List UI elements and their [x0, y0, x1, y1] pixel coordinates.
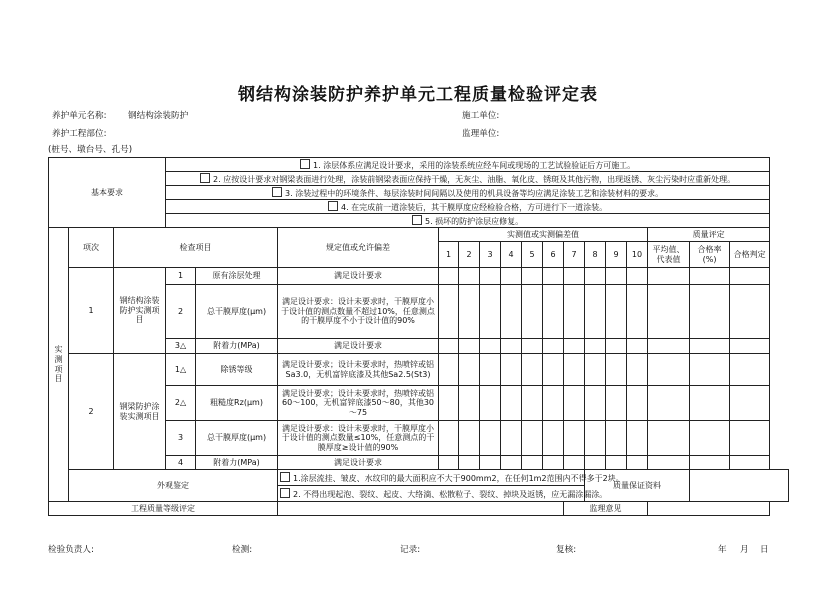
measured-col: 9: [606, 242, 627, 268]
cell-input[interactable]: [480, 285, 501, 339]
cell-input[interactable]: [690, 354, 730, 386]
cell-input[interactable]: [690, 386, 730, 421]
cell-input[interactable]: [543, 456, 564, 470]
measured-col: 1: [439, 242, 459, 268]
cell-input[interactable]: [585, 456, 606, 470]
avg-header: 平均值、代表值: [648, 242, 690, 268]
section-text: 实测项目: [54, 345, 63, 384]
cell-input[interactable]: [480, 339, 501, 354]
recorder-label: 记录:: [400, 545, 421, 555]
cell-input[interactable]: [439, 285, 459, 339]
cell-input[interactable]: [501, 339, 522, 354]
cell-input[interactable]: [459, 339, 480, 354]
unit-name-label: 养护单元名称:: [52, 111, 107, 121]
cell-input[interactable]: [480, 456, 501, 470]
group-name: 钢梁防护涂装实测项目: [114, 354, 166, 470]
row-item: 附着力(MPa): [196, 339, 278, 354]
row-item: 附着力(MPa): [196, 456, 278, 470]
checkbox[interactable]: [280, 472, 290, 482]
cell-input[interactable]: [522, 386, 543, 421]
cell-input[interactable]: [730, 354, 770, 386]
supervision-unit-label: 监理单位:: [462, 129, 500, 139]
cell-input[interactable]: [480, 354, 501, 386]
checkbox[interactable]: [412, 215, 422, 225]
cell-input[interactable]: [648, 456, 690, 470]
group-seq: 2: [69, 354, 114, 470]
cell-input[interactable]: [606, 421, 627, 456]
cell-input[interactable]: [690, 421, 730, 456]
cell-input[interactable]: [627, 456, 648, 470]
cell-input[interactable]: [564, 285, 585, 339]
quality-inspection-table: [48, 157, 789, 516]
supervision-opinion-input[interactable]: [648, 502, 770, 516]
requirement-item: 5. 损坏的防护涂层应修复。: [166, 214, 770, 228]
checkbox[interactable]: [300, 159, 310, 169]
cell-input[interactable]: [543, 354, 564, 386]
cell-input[interactable]: [648, 354, 690, 386]
row-no: 1: [166, 268, 196, 285]
appearance-item: 2. 不得出现起泡、裂纹、起皮、大络滴、松散粒子、裂纹、掉块及返锈，应无漏涂漏涂。: [278, 486, 585, 502]
page-title: 钢结构涂装防护养护单元工程质量检验评定表: [238, 85, 598, 105]
cell-input[interactable]: [585, 339, 606, 354]
cell-input[interactable]: [730, 285, 770, 339]
measured-col: 4: [501, 242, 522, 268]
row-no: 4: [166, 456, 196, 470]
row-spec: 满足设计要求: [278, 268, 439, 285]
cell-input[interactable]: [585, 285, 606, 339]
cell-input[interactable]: [730, 339, 770, 354]
cell-input[interactable]: [730, 456, 770, 470]
cell-input[interactable]: [585, 268, 606, 285]
cell-input[interactable]: [522, 268, 543, 285]
month-label: 月: [740, 545, 749, 555]
row-item: 粗糙度Rz(μm): [196, 386, 278, 421]
cell-input[interactable]: [648, 268, 690, 285]
row-spec: 满足设计要求：设计未要求时，干膜厚度小于设计值的测点数量不超过10%，任意测点的干膜厚度不小于设计值的90%: [278, 285, 439, 339]
cell-input[interactable]: [564, 268, 585, 285]
year-label: 年: [718, 545, 727, 555]
cell-input[interactable]: [627, 386, 648, 421]
cell-input[interactable]: [439, 354, 459, 386]
checkbox[interactable]: [328, 201, 338, 211]
row-no: 1△: [166, 354, 196, 386]
cell-input[interactable]: [501, 354, 522, 386]
row-item: 总干膜厚度(μm): [196, 421, 278, 456]
cell-input[interactable]: [627, 339, 648, 354]
measured-col: 7: [564, 242, 585, 268]
cell-input[interactable]: [501, 421, 522, 456]
measured-col: 5: [522, 242, 543, 268]
cell-input[interactable]: [564, 386, 585, 421]
row-spec: 满足设计要求；设计未要求时，热喷锌或铝Sa3.0，无机富锌底漆及其他Sa2.5(St3): [278, 354, 439, 386]
requirement-item: 4. 在完成前一道涂装后，其干膜厚度应经检验合格，方可进行下一道涂装。: [166, 200, 770, 214]
measured-header: 实测值或实测偏差值: [439, 228, 648, 242]
check-item-header: 检查项目: [114, 228, 278, 268]
appearance-label: 外观鉴定: [69, 470, 278, 502]
cell-input[interactable]: [501, 285, 522, 339]
checkbox[interactable]: [280, 488, 290, 498]
stake-label: (桩号、墩台号、孔号): [48, 145, 133, 155]
tester-label: 检测:: [232, 545, 253, 555]
row-spec: 满足设计要求: [278, 456, 439, 470]
cell-input[interactable]: [459, 421, 480, 456]
measured-col: 2: [459, 242, 480, 268]
cell-input[interactable]: [627, 268, 648, 285]
group-name: 钢结构涂装防护实测项目: [114, 268, 166, 354]
row-item: 除锈等级: [196, 354, 278, 386]
cell-input[interactable]: [439, 386, 459, 421]
cell-input[interactable]: [522, 285, 543, 339]
unit-name-value: 钢结构涂装防护: [128, 111, 189, 121]
cell-input[interactable]: [606, 268, 627, 285]
project-part-label: 养护工程部位:: [52, 129, 107, 139]
cell-input[interactable]: [606, 386, 627, 421]
cell-input[interactable]: [459, 354, 480, 386]
row-spec: 满足设计要求；设计未要求时，热喷锌或铝60～100，无机富锌底漆50～80，其他30～75: [278, 386, 439, 421]
cell-input[interactable]: [543, 285, 564, 339]
checkbox[interactable]: [200, 173, 210, 183]
measured-section-label: [49, 228, 69, 502]
cell-input[interactable]: [690, 339, 730, 354]
cell-input[interactable]: [501, 386, 522, 421]
judge-header: 合格判定: [730, 242, 770, 268]
cell-input[interactable]: [543, 268, 564, 285]
measured-col: 10: [627, 242, 648, 268]
requirement-item: 3. 涂装过程中的环境条件、每层涂装时间间隔以及使用的机具设备等均应满足涂装工艺和涂装材料的要求。: [166, 186, 770, 200]
cell-input[interactable]: [606, 456, 627, 470]
cell-input[interactable]: [564, 421, 585, 456]
cell-input[interactable]: [439, 456, 459, 470]
cell-input[interactable]: [543, 386, 564, 421]
cell-input[interactable]: [439, 339, 459, 354]
row-no: 3: [166, 421, 196, 456]
reviewer-label: 复核:: [556, 545, 577, 555]
measured-col: 3: [480, 242, 501, 268]
quality-docs-label: 质量保证资料: [585, 470, 690, 502]
cell-input[interactable]: [522, 421, 543, 456]
cell-input[interactable]: [606, 285, 627, 339]
cell-input[interactable]: [501, 268, 522, 285]
cell-input[interactable]: [648, 285, 690, 339]
quality-header: 质量评定: [648, 228, 770, 242]
grade-input[interactable]: [278, 502, 564, 516]
row-no: 2△: [166, 386, 196, 421]
appearance-item: 1.涂层流挂、皱皮、水纹印的最大面积应不大于900mm2，在任何1m2范围内不得多于2块。: [278, 470, 585, 486]
cell-input[interactable]: [648, 339, 690, 354]
construction-unit-label: 施工单位:: [462, 111, 500, 121]
row-item: 原有涂层处理: [196, 268, 278, 285]
cell-input[interactable]: [459, 456, 480, 470]
row-spec: 满足设计要求: [278, 339, 439, 354]
cell-input[interactable]: [606, 354, 627, 386]
row-no: 2: [166, 285, 196, 339]
cell-input[interactable]: [564, 354, 585, 386]
cell-input[interactable]: [585, 354, 606, 386]
cell-input[interactable]: [459, 386, 480, 421]
cell-input[interactable]: [439, 268, 459, 285]
spec-header: 规定值或允许偏差: [278, 228, 439, 268]
pass-rate-header: 合格率(%): [690, 242, 730, 268]
cell-input[interactable]: [627, 354, 648, 386]
day-label: 日: [760, 545, 769, 555]
row-spec: 满足设计要求：设计未要求时，干膜厚度小于设计值的测点数量≤10%，任意测点的干膜厚度≥设计值的90%: [278, 421, 439, 456]
row-no: 3△: [166, 339, 196, 354]
basic-requirements-label: 基本要求: [49, 158, 166, 228]
cell-input[interactable]: [606, 339, 627, 354]
cell-input[interactable]: [480, 421, 501, 456]
cell-input[interactable]: [690, 456, 730, 470]
grade-label: 工程质量等级评定: [49, 502, 278, 516]
cell-input[interactable]: [459, 285, 480, 339]
cell-input[interactable]: [627, 285, 648, 339]
measured-col: 8: [585, 242, 606, 268]
checkbox[interactable]: [272, 187, 282, 197]
cell-input[interactable]: [543, 421, 564, 456]
inspector-label: 检验负责人:: [48, 545, 94, 555]
cell-input[interactable]: [648, 386, 690, 421]
cell-input[interactable]: [522, 339, 543, 354]
cell-input[interactable]: [564, 456, 585, 470]
cell-input[interactable]: [459, 268, 480, 285]
cell-input[interactable]: [690, 268, 730, 285]
seq-header: 项次: [69, 228, 114, 268]
cell-input[interactable]: [627, 421, 648, 456]
cell-input[interactable]: [730, 421, 770, 456]
quality-docs-input[interactable]: [690, 470, 789, 502]
requirement-item: 2. 应按设计要求对钢梁表面进行处理，涂装前钢梁表面应保持干燥，无灰尘、油脂、氧化皮、锈斑及其他污物，出现返锈、灰尘污染时应重新处理。: [166, 172, 770, 186]
cell-input[interactable]: [585, 386, 606, 421]
supervision-opinion-label: 监理意见: [564, 502, 648, 516]
cell-input[interactable]: [501, 456, 522, 470]
cell-input[interactable]: [522, 456, 543, 470]
cell-input[interactable]: [439, 421, 459, 456]
cell-input[interactable]: [480, 386, 501, 421]
cell-input[interactable]: [543, 339, 564, 354]
cell-input[interactable]: [648, 421, 690, 456]
row-item: 总干膜厚度(μm): [196, 285, 278, 339]
cell-input[interactable]: [522, 354, 543, 386]
measured-col: 6: [543, 242, 564, 268]
cell-input[interactable]: [730, 386, 770, 421]
cell-input[interactable]: [585, 421, 606, 456]
cell-input[interactable]: [690, 285, 730, 339]
cell-input[interactable]: [730, 268, 770, 285]
cell-input[interactable]: [480, 268, 501, 285]
group-seq: 1: [69, 268, 114, 354]
requirement-item: 1. 涂层体系应满足设计要求，采用的涂装系统应经车间或现场的工艺试验验证后方可施工。: [166, 158, 770, 172]
cell-input[interactable]: [564, 339, 585, 354]
